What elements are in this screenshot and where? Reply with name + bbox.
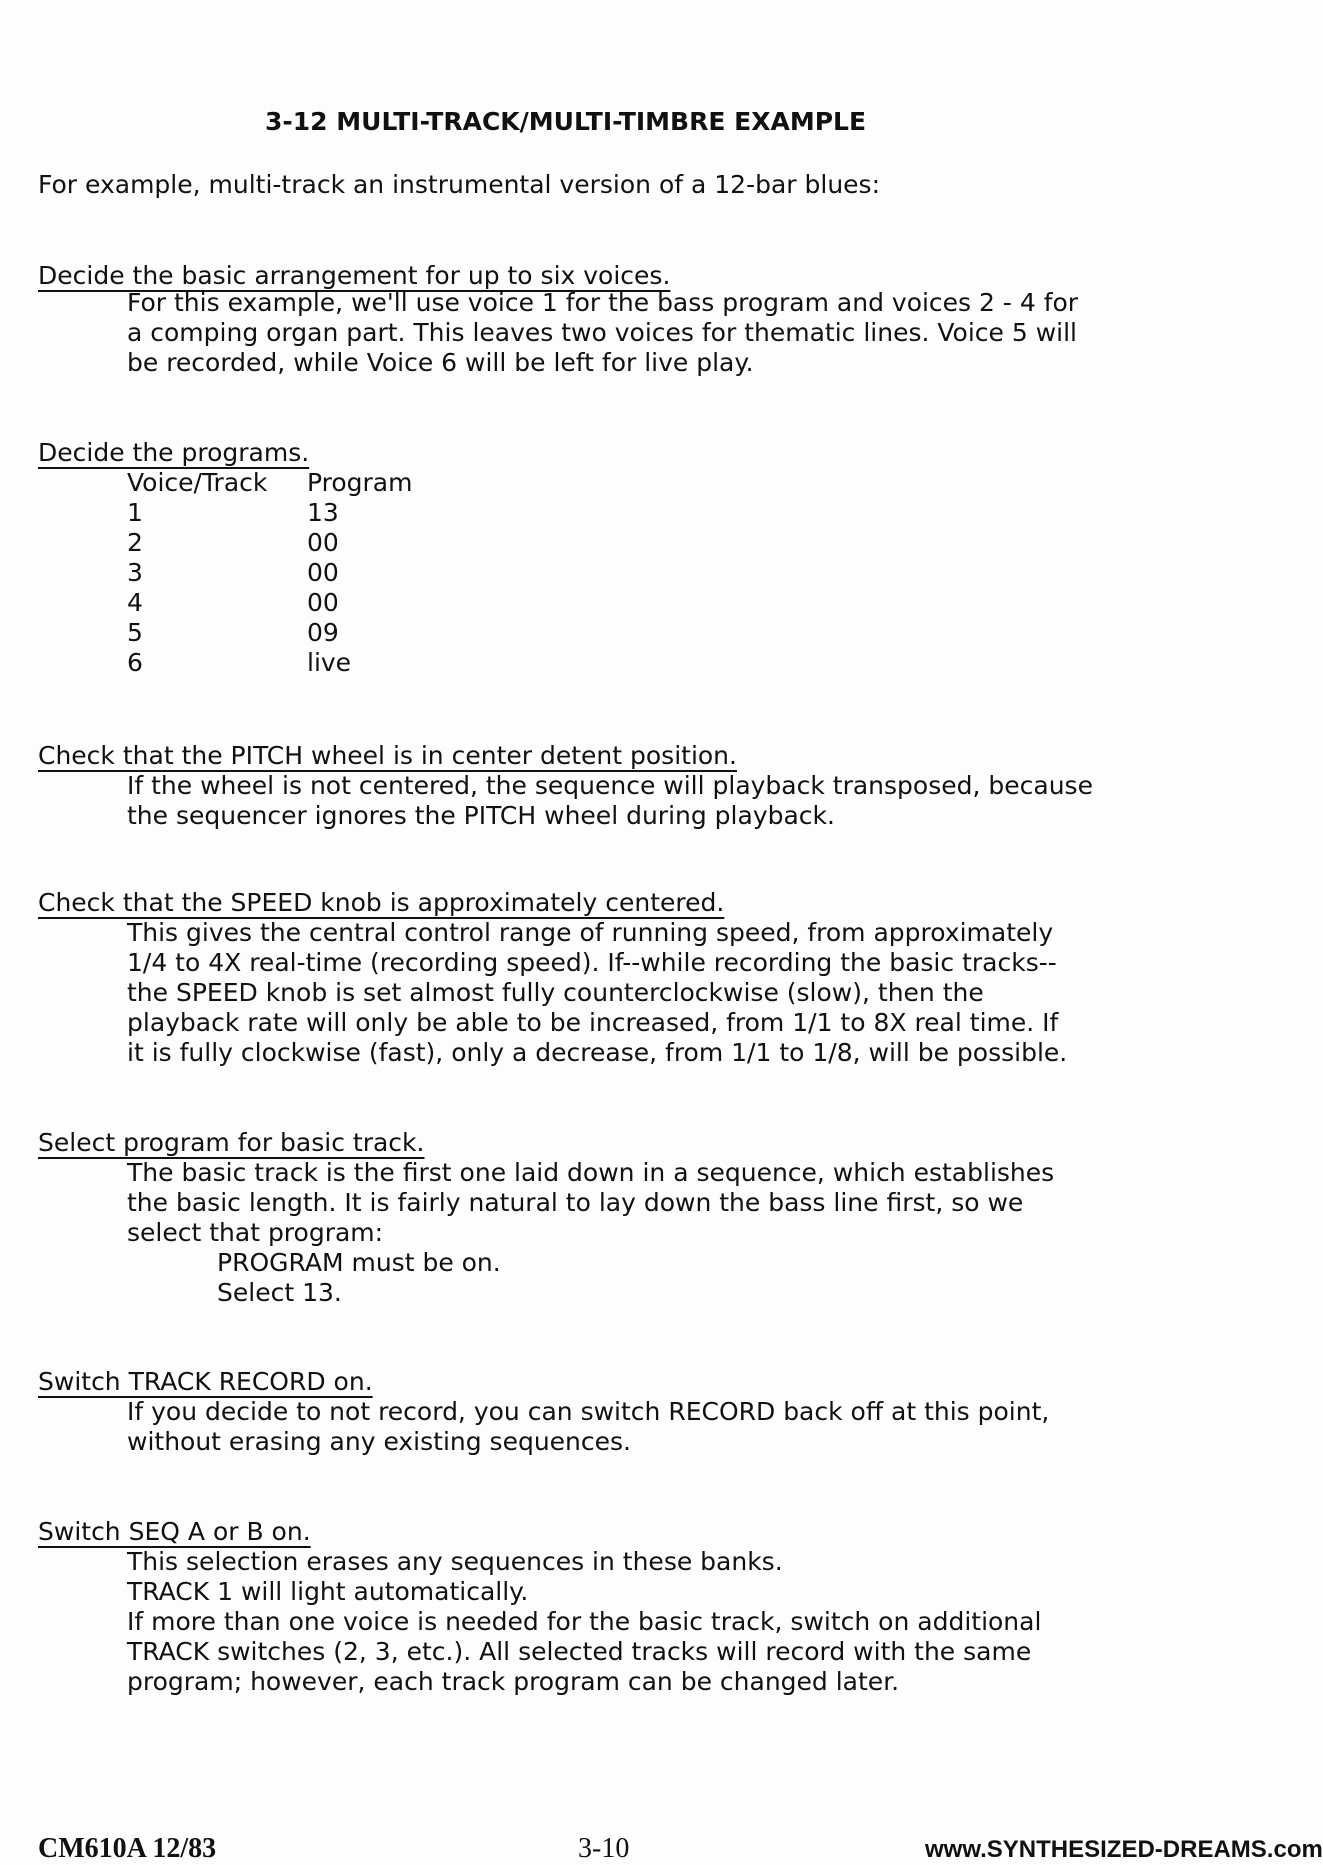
table-cell-program: 09 [307,618,339,647]
footer-website: www.SYNTHESIZED-DREAMS.com [925,1836,1323,1863]
section-heading-seq: Switch SEQ A or B on. [38,1517,311,1546]
body-line: the SPEED knob is set almost fully counterclockwise (slow), then the [127,978,984,1007]
body-line: 1/4 to 4X real-time (recording speed). If--while recording the basic tracks-- [127,948,1057,977]
table-header-program: Program [307,468,413,497]
section-heading-track-record: Switch TRACK RECORD on. [38,1367,373,1396]
body-line: If more than one voice is needed for the basic track, switch on additional [127,1607,1042,1636]
table-cell-voice: 3 [127,558,143,587]
table-header-row [127,468,507,498]
table-row [127,588,507,618]
section-body-pitch-wheel [127,771,1093,831]
footer-doc-code: CM610A 12/83 [38,1833,217,1864]
body-line: playback rate will only be able to be increased, from 1/1 to 8X real time. If [127,1008,1059,1037]
table-cell-program: live [307,648,352,677]
table-cell-program: 13 [307,498,339,527]
body-line: the sequencer ignores the PITCH wheel during playback. [127,801,835,830]
table-row [127,618,507,648]
body-line: TRACK switches (2, 3, etc.). All selected tracks will record with the same [127,1637,1032,1666]
sub-step: Select 13. [217,1278,342,1307]
body-line: If the wheel is not centered, the sequence will playback transposed, because [127,771,1093,800]
section-heading-speed-knob: Check that the SPEED knob is approximately centered. [38,888,725,917]
sub-step: PROGRAM must be on. [217,1248,501,1277]
body-line: This gives the central control range of running speed, from approximately [127,918,1054,947]
table-cell-voice: 6 [127,648,143,677]
body-line: without erasing any existing sequences. [127,1427,632,1456]
table-cell-voice: 5 [127,618,143,647]
section-heading-select-program: Select program for basic track. [38,1128,425,1157]
table-cell-program: 00 [307,588,339,617]
body-line: it is fully clockwise (fast), only a decrease, from 1/1 to 1/8, will be possible. [127,1038,1068,1067]
section-body-arrangement [127,288,1078,378]
table-row [127,498,507,528]
body-line: The basic track is the first one laid down in a sequence, which establishes [127,1158,1055,1187]
section-body-track-record [127,1397,1049,1457]
body-line: select that program: [127,1218,384,1247]
table-row [127,528,507,558]
table-header-voice: Voice/Track [127,468,268,497]
table-row [127,558,507,588]
section-body-speed-knob [127,918,1067,1068]
body-line: If you decide to not record, you can switch RECORD back off at this point, [127,1397,1050,1426]
section-heading-programs: Decide the programs. [38,438,310,467]
body-line: a comping organ part. This leaves two voices for thematic lines. Voice 5 will [127,318,1077,347]
section-heading-pitch-wheel: Check that the PITCH wheel is in center detent position. [38,741,737,770]
body-line: the basic length. It is fairly natural to lay down the bass line first, so we [127,1188,1024,1217]
program-table [127,468,507,678]
intro-text: For example, multi-track an instrumental version of a 12-bar blues: [38,170,880,199]
section-body-seq [127,1547,1041,1697]
section-heading-arrangement: Decide the basic arrangement for up to six voices. [38,261,671,290]
section-body-select-program [127,1158,1054,1308]
body-line: For this example, we'll use voice 1 for the bass program and voices 2 - 4 for [127,288,1079,317]
body-line: program; however, each track program can be changed later. [127,1667,900,1696]
table-cell-program: 00 [307,558,339,587]
page-title: 3-12 MULTI-TRACK/MULTI-TIMBRE EXAMPLE [265,107,867,136]
body-line: This selection erases any sequences in these banks. [127,1547,783,1576]
body-line: TRACK 1 will light automatically. [127,1577,529,1606]
table-cell-program: 00 [307,528,339,557]
table-cell-voice: 2 [127,528,143,557]
body-line: be recorded, while Voice 6 will be left for live play. [127,348,754,377]
table-cell-voice: 4 [127,588,143,617]
page-number: 3-10 [578,1833,630,1864]
table-cell-voice: 1 [127,498,143,527]
table-row [127,648,507,678]
